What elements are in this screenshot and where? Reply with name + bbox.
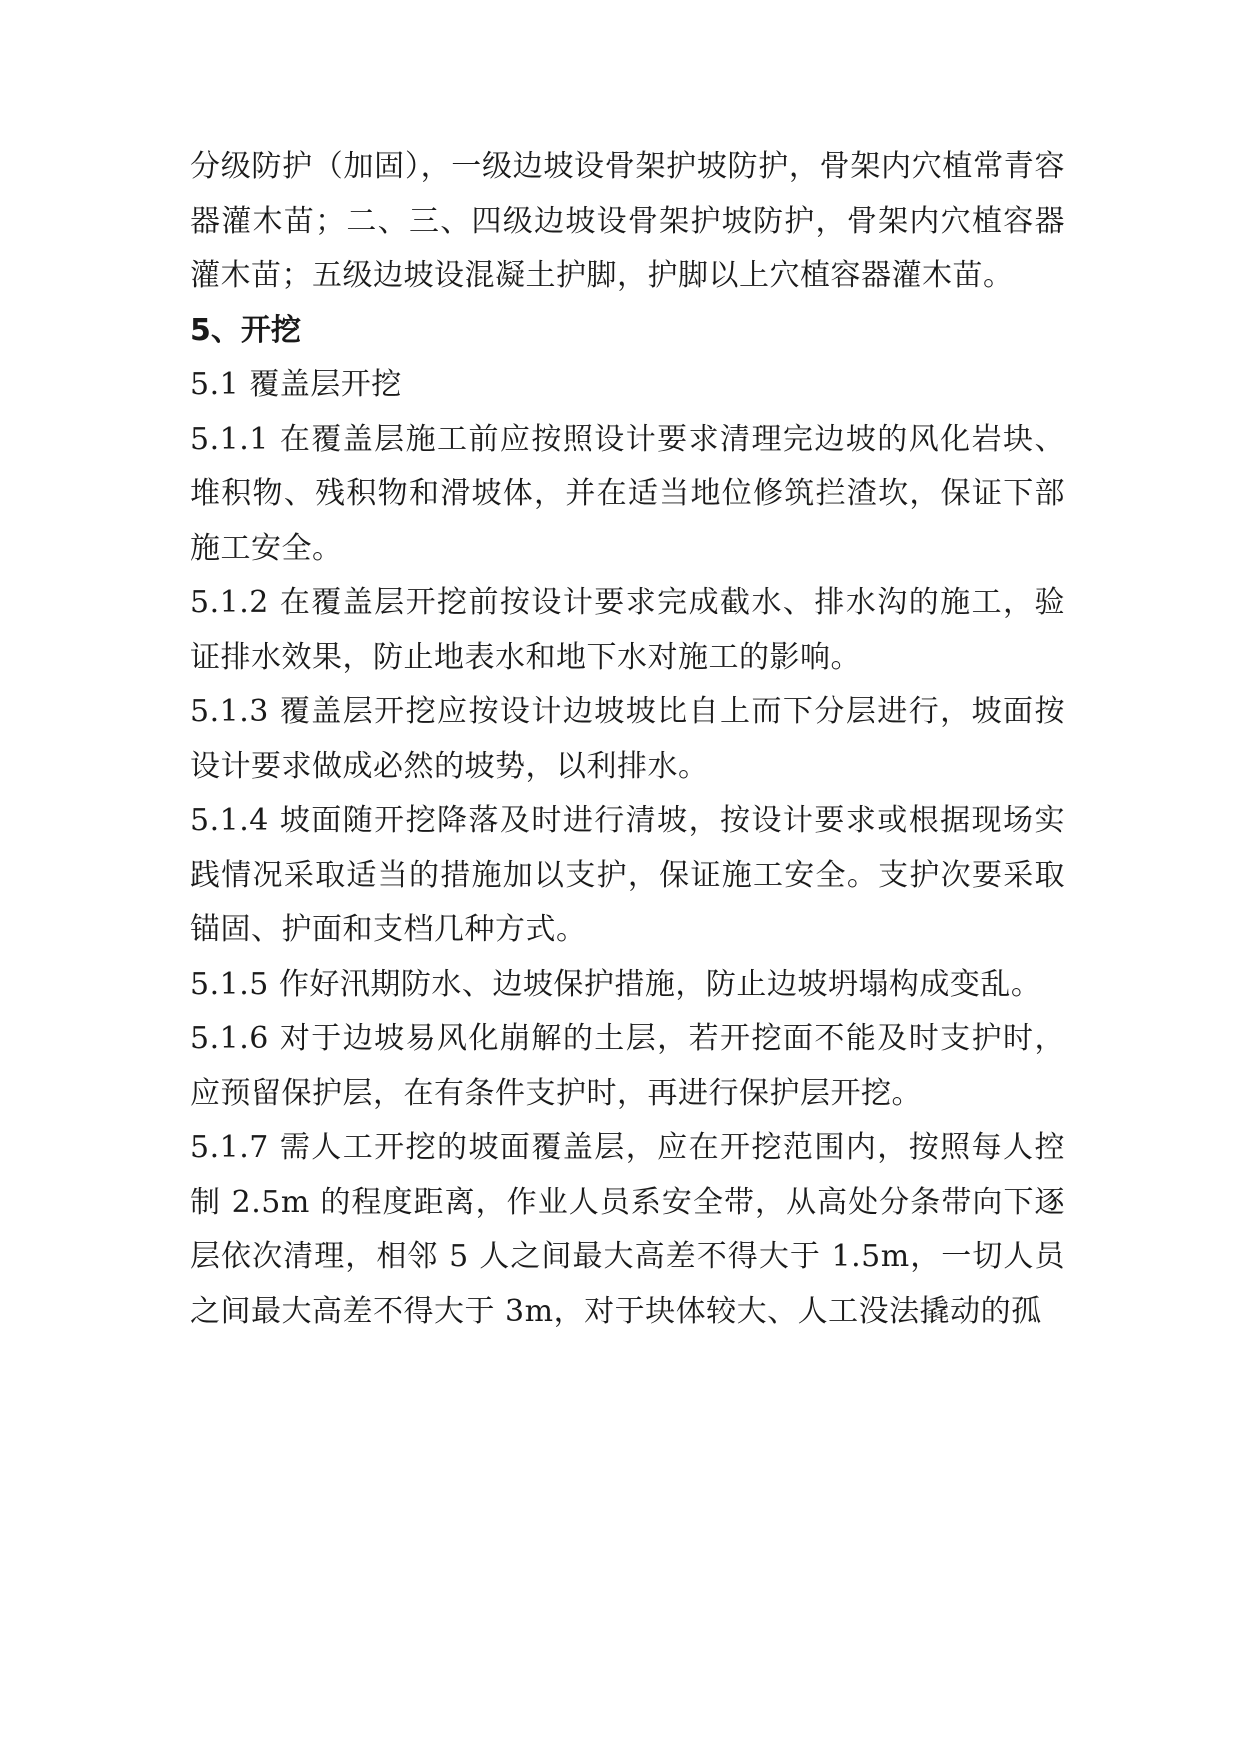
subsection-heading: 5.1 覆盖层开挖 [190, 367, 402, 402]
section-heading: 5、开挖 [190, 312, 301, 348]
paragraph-5-1-3: 5.1.3 覆盖层开挖应按设计边坡坡比自上而下分层进行，坡面按设计要求做成必然的坡势，以利排水。 [190, 694, 1065, 784]
paragraph-5-1-6: 5.1.6 对于边坡易风化崩解的土层，若开挖面不能及时支护时，应预留保护层，在有条件支护时，再进行保护层开挖。 [190, 1021, 1065, 1111]
paragraph-5-1-7: 5.1.7 需人工开挖的坡面覆盖层，应在开挖范围内，按照每人控制 2.5m 的程度距离，作业人员系安全带，从高处分条带向下逐层依次清理，相邻 5 人之间最大高差不得大于 1.5m，一切人员之间最大高差不得大于 3m，对于块体较大、人工没法撬动的孤 [190, 1130, 1065, 1329]
paragraph-5-1-2: 5.1.2 在覆盖层开挖前按设计要求完成截水、排水沟的施工，验证排水效果，防止地表水和地下水对施工的影响。 [190, 585, 1065, 675]
document-page [190, 140, 1065, 1339]
paragraph-5-1-1: 5.1.1 在覆盖层施工前应按照设计要求清理完边坡的风化岩块、堆积物、残积物和滑坡体，并在适当地位修筑拦渣坎，保证下部施工安全。 [190, 421, 1065, 566]
intro-paragraph: 分级防护（加固），一级边坡设骨架护坡防护，骨架内穴植常青容器灌木苗；二、三、四级边坡设骨架护坡防护，骨架内穴植容器灌木苗；五级边坡设混凝土护脚，护脚以上穴植容器灌木苗。 [190, 149, 1065, 293]
paragraph-5-1-4: 5.1.4 坡面随开挖降落及时进行清坡，按设计要求或根据现场实践情况采取适当的措施加以支护，保证施工安全。支护次要采取锚固、护面和支档几种方式。 [190, 803, 1065, 947]
paragraph-5-1-5: 5.1.5 作好汛期防水、边坡保护措施，防止边坡坍塌构成变乱。 [190, 966, 1042, 1002]
